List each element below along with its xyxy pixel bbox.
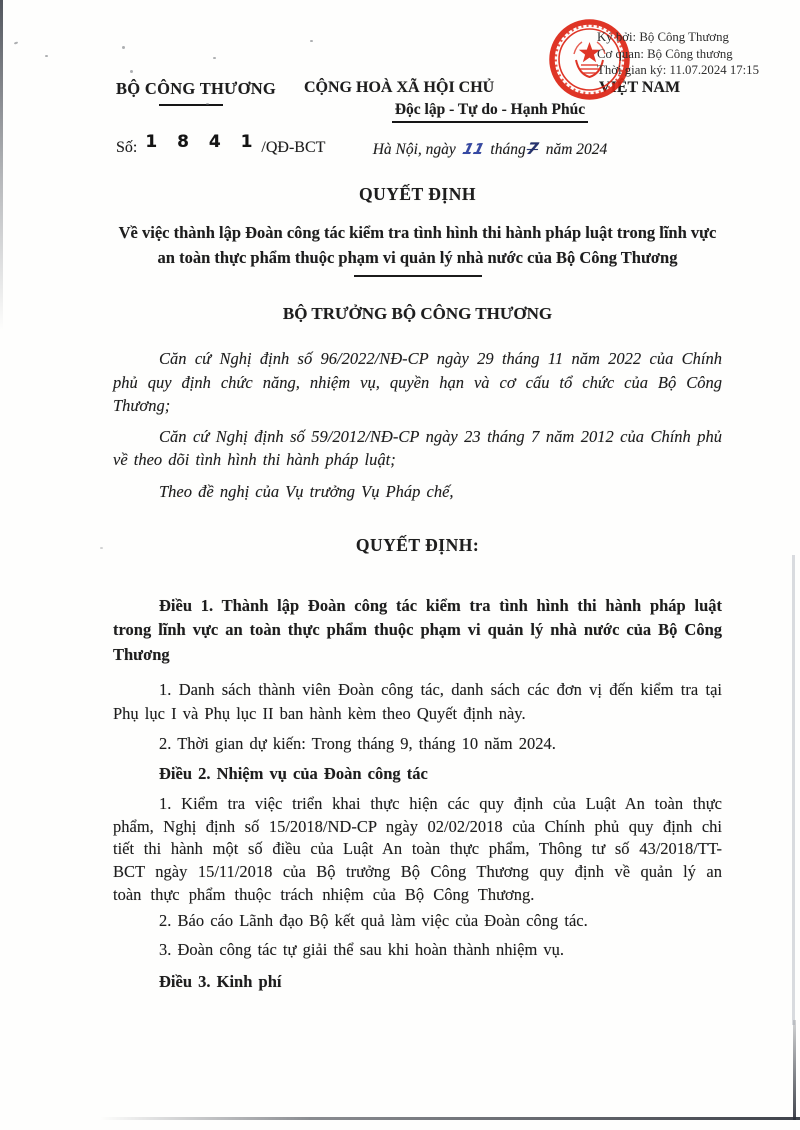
scan-speck	[14, 41, 18, 44]
handwritten-month: 7	[524, 139, 540, 158]
issue-place-date	[290, 139, 690, 159]
title-divider	[354, 275, 482, 277]
signature-signed-by: Ký bởi: Bộ Công Thương	[597, 30, 729, 44]
digital-signature-info	[597, 29, 800, 79]
scan-speck	[310, 40, 313, 42]
republic-title-left: CỘNG HOÀ XÃ HỘI CHỦ	[304, 79, 495, 96]
signature-agency: Cơ quan: Bộ Công thương	[597, 46, 733, 61]
scan-speck	[130, 70, 133, 73]
article-1-item-2: 2. Thời gian dự kiến: Trong tháng 9, tháng 10 năm 2024.	[159, 734, 556, 754]
preamble-paragraph-3: Theo đề nghị của Vụ trưởng Vụ Pháp chế,	[159, 482, 454, 502]
article-2-item-3: 3. Đoàn công tác tự giải thể sau khi hoàn thành nhiệm vụ.	[159, 939, 565, 959]
issuer-heading: BỘ TRƯỞNG BỘ CÔNG THƯƠNG	[282, 304, 553, 324]
scan-band-right	[792, 555, 795, 1025]
date-suffix: năm 2024	[545, 141, 608, 158]
scan-speck	[213, 57, 216, 59]
ministry-name-underline	[159, 104, 223, 106]
article-2-item-1: 1. Kiểm tra việc triển khai thực hiện các quy định của Luật An toàn thực phẩm, Nghị định số 15/2018/ND-CP ngày 02/02/2018 của Chính phủ quy định chi tiết thi hành một số điều của Luật An toàn thực phẩm, Thông tư số 43/2018/TT-BCT ngày 15/11/2018 của Bộ trưởng Bộ Công Thương quy định về quản lý an toàn thực phẩm thuộc trách nhiệm của Bộ Công Thương.	[113, 793, 722, 904]
scan-speck	[45, 55, 48, 57]
document-body	[113, 170, 722, 993]
article-3-heading: Điều 3. Kinh phí	[159, 972, 282, 992]
doc-title: Về việc thành lập Đoàn công tác kiểm tra tình hình thi hành pháp luật trong lĩnh vực an toàn thực phẩm thuộc phạm vi quản lý nhà nước của Bộ Công Thương	[118, 223, 717, 267]
date-prefix: Hà Nội, ngày	[372, 141, 456, 158]
preamble-paragraph-2: Căn cứ Nghị định số 59/2012/NĐ-CP ngày 23 tháng 7 năm 2012 của Chính phủ về theo dõi tình hình thi hành pháp luật;	[113, 427, 722, 470]
scan-edge-left	[0, 0, 3, 330]
article-2-heading: Điều 2. Nhiệm vụ của Đoàn công tác	[159, 763, 428, 783]
preamble-paragraph-1: Căn cứ Nghị định số 96/2022/NĐ-CP ngày 29 tháng 11 năm 2022 của Chính phủ quy định chức năng, nhiệm vụ, quyền hạn và cơ cấu tổ chức của Bộ Công Thương;	[113, 349, 722, 415]
doc-number-stamped: 1 8 4 1	[145, 132, 260, 152]
article-2-item-2: 2. Báo cáo Lãnh đạo Bộ kết quả làm việc của Đoàn công tác.	[159, 910, 588, 930]
article-1-item-1: 1. Danh sách thành viên Đoàn công tác, danh sách các đơn vị đến kiểm tra tại Phụ lục I và Phụ lục II ban hành kèm theo Quyết định này.	[113, 680, 722, 723]
decides-heading: QUYẾT ĐỊNH:	[355, 534, 480, 555]
republic-title-right: VIỆT NAM	[599, 79, 681, 96]
doc-type-heading: QUYẾT ĐỊNH	[359, 184, 476, 204]
scan-speck	[122, 46, 125, 49]
handwritten-day: 11	[460, 140, 486, 158]
doc-number-suffix: /QĐ-BCT	[261, 139, 326, 156]
national-motto: Độc lập - Tự do - Hạnh Phúc	[392, 101, 588, 123]
scan-edge-right	[793, 1020, 796, 1120]
date-month-word: tháng	[490, 141, 526, 158]
scan-edge-bottom	[100, 1117, 800, 1120]
signature-time: Thời gian ký: 11.07.2024 17:15	[597, 63, 759, 77]
national-motto-wrap	[290, 101, 690, 123]
scan-speck	[100, 547, 103, 549]
doc-number-label: Số:	[116, 139, 138, 156]
ministry-name: BỘ CÔNG THƯƠNG	[116, 79, 277, 98]
scan-speck	[206, 103, 209, 105]
article-1-heading: Điều 1. Thành lập Đoàn công tác kiểm tra tình hình thi hành pháp luật trong lĩnh vực an toàn thực phẩm thuộc phạm vi quản lý nhà nước của Bộ Công Thương	[113, 595, 722, 664]
